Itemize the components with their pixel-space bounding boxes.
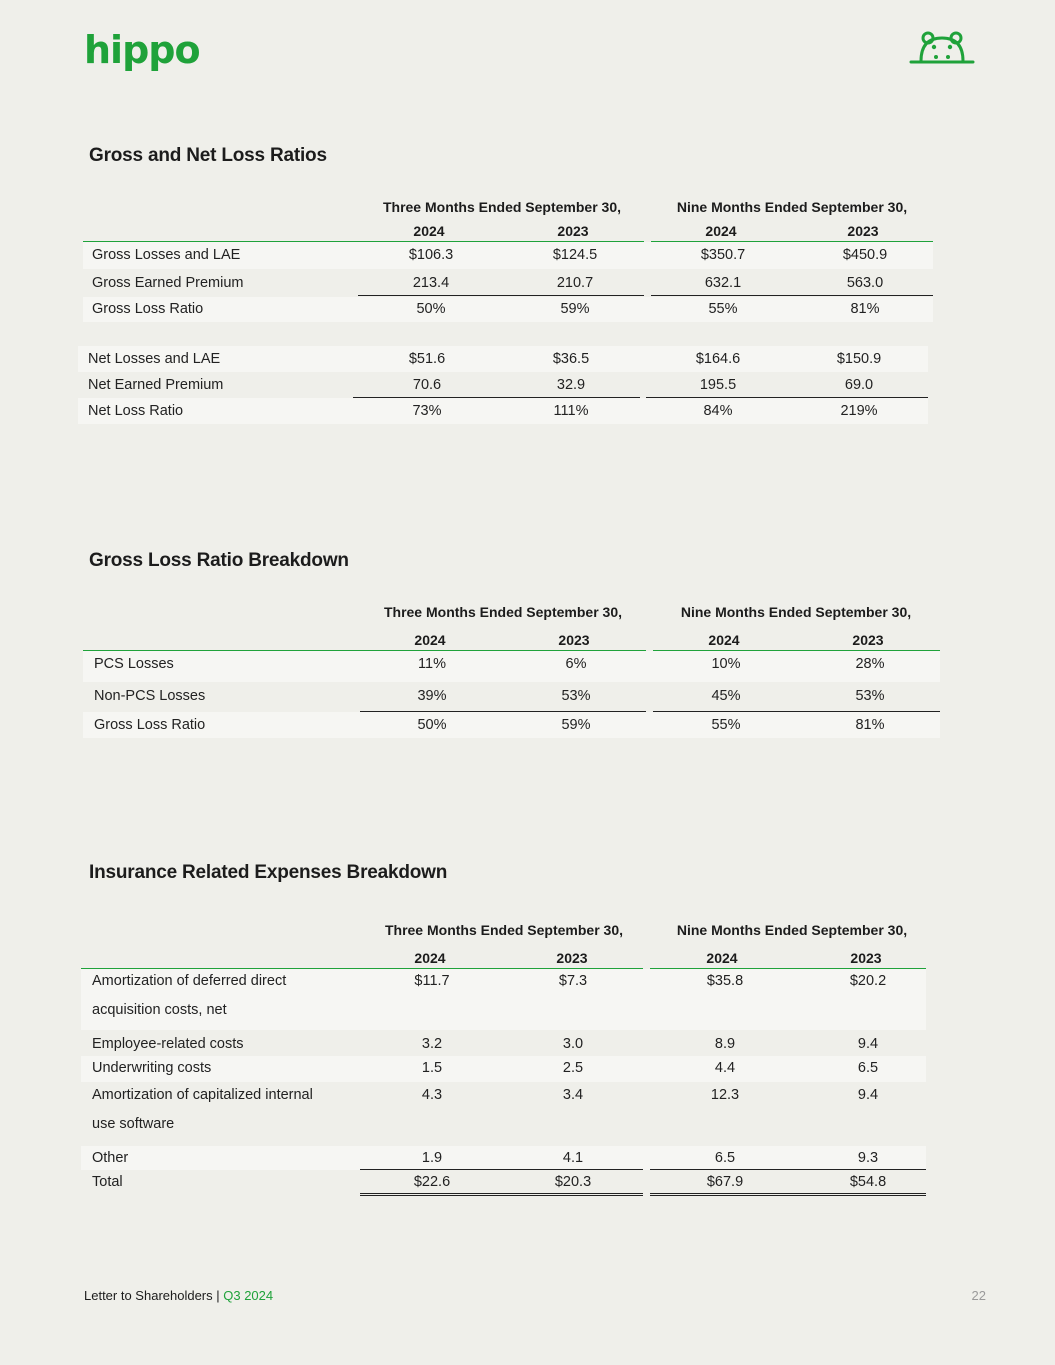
cell-value: 11%: [418, 656, 446, 672]
subtotal-rule: [358, 295, 644, 296]
cell-value: $7.3: [558, 973, 588, 989]
cell-value: 632.1: [704, 275, 742, 291]
row-label: Amortization of deferred direct: [92, 973, 287, 989]
row-band: [83, 712, 940, 738]
cell-value: 4.4: [714, 1060, 736, 1076]
row-label: Net Earned Premium: [88, 377, 224, 393]
cell-value: 3.0: [562, 1036, 584, 1052]
row-label: Net Losses and LAE: [88, 351, 221, 367]
row-band: [78, 398, 928, 424]
section-title-loss-ratios: Gross and Net Loss Ratios: [89, 145, 327, 166]
year-header: 2023: [557, 223, 589, 239]
header-three-months: Three Months Ended September 30,: [383, 604, 623, 620]
year-header: 2023: [556, 950, 588, 966]
cell-value-total: $20.3: [554, 1174, 592, 1190]
cell-value: 563.0: [846, 275, 884, 291]
row-label: Other: [92, 1150, 129, 1166]
cell-value: $106.3: [408, 247, 454, 263]
cell-value: $450.9: [842, 247, 888, 263]
cell-value: 55%: [708, 301, 738, 317]
cell-value-total: $22.6: [413, 1174, 451, 1190]
header-nine-months: Nine Months Ended September 30,: [680, 604, 912, 620]
year-header: 2023: [847, 223, 879, 239]
row-band: [81, 1146, 926, 1170]
cell-value: 84%: [703, 403, 733, 419]
row-label: Net Loss Ratio: [88, 403, 184, 419]
cell-value: 9.4: [857, 1087, 879, 1103]
cell-value: 195.5: [699, 377, 737, 393]
cell-value-total: $54.8: [849, 1174, 887, 1190]
section-title-loss-breakdown: Gross Loss Ratio Breakdown: [89, 550, 349, 571]
row-label: PCS Losses: [94, 656, 174, 672]
cell-value: 3.2: [421, 1036, 443, 1052]
cell-value: 2.5: [562, 1060, 584, 1076]
cell-value: $35.8: [706, 973, 744, 989]
cell-value: 4.1: [562, 1150, 584, 1166]
cell-value: 6.5: [857, 1060, 879, 1076]
year-header: 2024: [705, 223, 737, 239]
year-header: 2024: [708, 632, 740, 648]
footer-quarter: Q3 2024: [223, 1288, 274, 1303]
subtotal-rule: [651, 295, 933, 296]
cell-value: 28%: [855, 656, 885, 672]
row-label: Amortization of capitalized internal: [92, 1087, 313, 1103]
cell-value: $124.5: [552, 247, 598, 263]
cell-value: 45%: [711, 688, 741, 704]
row-label-continued: use software: [92, 1116, 175, 1132]
year-header: 2024: [414, 950, 446, 966]
cell-value: 50%: [417, 717, 447, 733]
cell-value: 6.5: [714, 1150, 736, 1166]
subtotal-rule: [653, 711, 940, 712]
year-header: 2023: [850, 950, 882, 966]
cell-value: 9.3: [857, 1150, 879, 1166]
year-header: 2024: [706, 950, 738, 966]
cell-value: 12.3: [710, 1087, 740, 1103]
cell-value: 59%: [560, 301, 590, 317]
cell-value: 53%: [855, 688, 885, 704]
hippo-logo: hippo: [84, 28, 200, 72]
header-nine-months: Nine Months Ended September 30,: [676, 199, 908, 215]
page-number: 22: [971, 1288, 986, 1303]
row-label: Employee-related costs: [92, 1036, 244, 1052]
hippo-head-icon: [908, 28, 976, 66]
cell-value: 111%: [553, 403, 589, 419]
cell-value: 55%: [711, 717, 741, 733]
year-header: 2023: [852, 632, 884, 648]
header-three-months: Three Months Ended September 30,: [384, 922, 624, 938]
cell-value: 210.7: [556, 275, 594, 291]
footer-text: [84, 1288, 273, 1303]
cell-value: $51.6: [408, 351, 446, 367]
cell-value: 70.6: [412, 377, 442, 393]
cell-value: 9.4: [857, 1036, 879, 1052]
subtotal-rule: [353, 397, 640, 398]
cell-value: $11.7: [414, 973, 450, 989]
row-label-total: Total: [92, 1174, 123, 1190]
cell-value-total: $67.9: [706, 1174, 744, 1190]
row-label: Underwriting costs: [92, 1060, 212, 1076]
cell-value: 32.9: [556, 377, 586, 393]
cell-value: 10%: [711, 656, 741, 672]
subtotal-rule: [646, 397, 928, 398]
subtotal-rule: [650, 1169, 926, 1170]
header-nine-months: Nine Months Ended September 30,: [676, 922, 908, 938]
row-label: Non-PCS Losses: [94, 688, 206, 704]
cell-value: 8.9: [714, 1036, 736, 1052]
subtotal-rule: [360, 1169, 643, 1170]
total-double-rule: [360, 1193, 643, 1196]
total-double-rule: [650, 1193, 926, 1196]
cell-value: 6%: [565, 656, 587, 672]
row-label: Gross Losses and LAE: [92, 247, 241, 263]
cell-value: 213.4: [412, 275, 450, 291]
year-header: 2024: [413, 223, 445, 239]
cell-value: 81%: [855, 717, 885, 733]
row-label-continued: acquisition costs, net: [92, 1002, 227, 1018]
cell-value: $164.6: [695, 351, 741, 367]
cell-value: $350.7: [700, 247, 746, 263]
cell-value: 53%: [561, 688, 591, 704]
cell-value: 219%: [840, 403, 878, 419]
cell-value: 50%: [416, 301, 446, 317]
cell-value: $20.2: [849, 973, 887, 989]
cell-value: 4.3: [421, 1087, 443, 1103]
cell-value: 73%: [412, 403, 442, 419]
cell-value: 3.4: [562, 1087, 584, 1103]
section-title-expenses-breakdown: Insurance Related Expenses Breakdown: [89, 862, 448, 883]
row-band: [83, 297, 933, 322]
cell-value: 81%: [850, 301, 880, 317]
cell-value: 1.9: [421, 1150, 443, 1166]
subtotal-rule: [360, 711, 646, 712]
cell-value: 1.5: [421, 1060, 443, 1076]
cell-value: $36.5: [552, 351, 590, 367]
cell-value: 59%: [561, 717, 591, 733]
row-label: Gross Earned Premium: [92, 275, 244, 291]
row-label: Gross Loss Ratio: [94, 717, 206, 733]
row-label: Gross Loss Ratio: [92, 301, 204, 317]
year-header: 2024: [414, 632, 446, 648]
cell-value: $150.9: [836, 351, 882, 367]
header-three-months: Three Months Ended September 30,: [382, 199, 622, 215]
footer-label: Letter to Shareholders |: [84, 1288, 224, 1303]
row-band: [83, 651, 940, 682]
year-header: 2023: [558, 632, 590, 648]
cell-value: 39%: [417, 688, 447, 704]
cell-value: 69.0: [844, 377, 874, 393]
